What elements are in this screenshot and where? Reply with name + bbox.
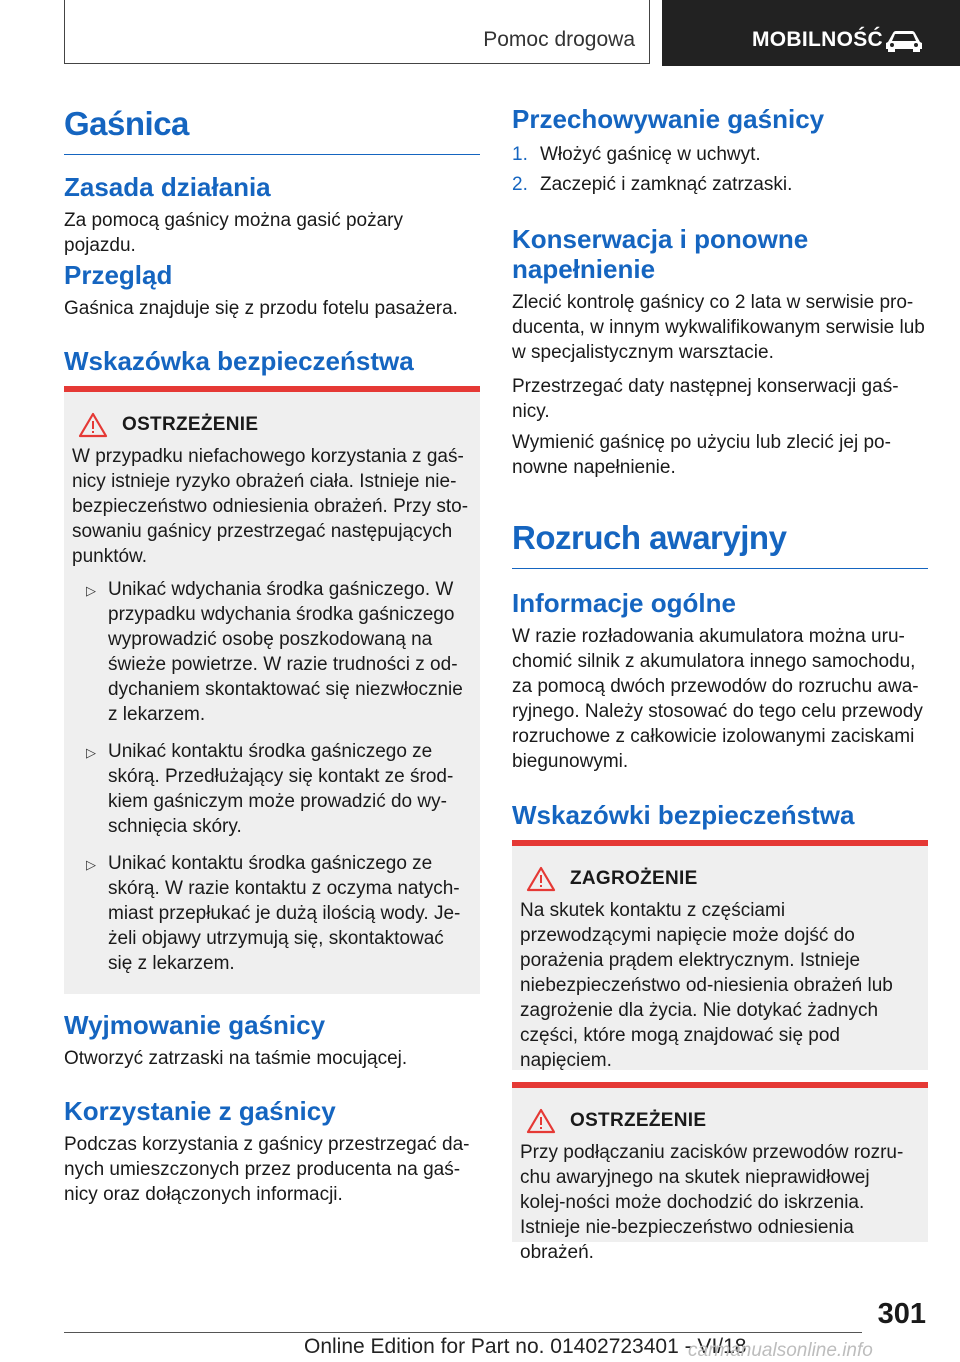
arrow-right-icon: ▷ — [86, 857, 96, 872]
warning-triangle-icon — [526, 866, 556, 892]
footer-edition: Online Edition for Part no. 01402723401 - VI/18 — [304, 1335, 747, 1358]
general-text: W razie rozładowania akumulatora można uru-chomić silnik z akumulatora innego samochodu, za pomocą dwóch przewodów do rozruchu awa-ryjnego. Należy stosować do tego celu przewody rozruchowe z całkowicie izolowanymi zaciskami biegunowymi. — [512, 626, 923, 772]
warning-bullets — [72, 577, 470, 976]
usage-text: Podczas korzystania z gaśnicy przestrzegać da-nych umieszczonych przez producenta na gaś-nicy oraz dołączonych informacji. — [64, 1134, 470, 1205]
warning-title: OSTRZEŻENIE — [122, 414, 259, 435]
heading-principle: Zasada działania — [64, 172, 271, 202]
list-item: 1. Włożyć gaśnicę w uchwyt. — [512, 144, 761, 165]
page-number: 301 — [877, 1298, 926, 1330]
watermark: carmanualsonline.info — [688, 1340, 873, 1361]
storage-steps — [512, 140, 928, 200]
danger-title: ZAGROŻENIE — [570, 868, 698, 889]
section-tab — [64, 0, 650, 64]
warning-title-2: OSTRZEŻENIE — [570, 1110, 707, 1131]
danger-text: Na skutek kontaktu z częściami przewodzącymi napięcie może dojść do porażenia prądem elektrycznym. Istnieje niebezpieczeństwo od-niesienia obrażeń lub zagrożenie dla życia. Nie dotykać żadnych części, które mogą znajdować się pod napięciem. — [520, 900, 893, 1071]
warning-header — [72, 412, 470, 438]
heading-safety-right: Wskazówki bezpieczeństwa — [512, 800, 855, 830]
list-item: ▷ Unikać kontaktu środka gaśniczego ze skórą. Przedłużający się kontakt ze środ-kiem gaśniczym może prowadzić do wy-schnięcia skóry. — [86, 741, 454, 837]
removal-text: Otworzyć zatrzaski na taśmie mocującej. — [64, 1048, 408, 1069]
chapter-title: MOBILNOŚĆ — [752, 28, 884, 51]
heading-safety: Wskazówka bezpieczeństwa — [64, 346, 414, 376]
page-title: Gaśnica — [64, 104, 480, 155]
warning-header-2 — [520, 1108, 918, 1134]
heading-general: Informacje ogólne — [512, 588, 736, 618]
arrow-right-icon: ▷ — [86, 583, 96, 598]
list-item: ▷ Unikać kontaktu środka gaśniczego ze skórą. W razie kontaktu z oczyma natych-miast przepłukać je dużą ilością wody. Je-żeli objawy utrzymują się, skontaktować się z lekarzem. — [86, 853, 461, 974]
danger-header — [520, 866, 918, 892]
maintenance-text-3: Wymienić gaśnicę po użyciu lub zlecić jej po-nowne napełnienie. — [512, 432, 891, 478]
danger-box — [512, 840, 928, 1070]
heading-maintenance: Konserwacja i ponowne napełnienie — [512, 224, 809, 284]
heading-overview: Przegląd — [64, 260, 173, 290]
maintenance-text-2: Przestrzegać daty następnej konserwacji gaś-nicy. — [512, 376, 899, 422]
section-title: Pomoc drogowa — [483, 28, 635, 51]
warning-triangle-icon — [78, 412, 108, 438]
warning-box — [64, 386, 480, 994]
list-item: 2. Zaczepić i zamknąć zatrzaski. — [512, 174, 793, 195]
arrow-right-icon: ▷ — [86, 745, 96, 760]
list-item: ▷ Unikać wdychania środka gaśniczego. W przypadku wdychania środka gaśniczego wyprowadzić osobę poszkodowaną na świeże powietrze. W razie trudności z od-dychaniem skontaktować się niezwłocznie z lekarzem. — [86, 579, 463, 725]
principle-text: Za pomocą gaśnicy można gasić pożary pojazdu. — [64, 210, 403, 256]
warning-text: W przypadku niefachowego korzystania z gaś-nicy istnieje ryzyko obrażeń ciała. Istnieje nie-bezpieczeństwo odniesienia obrażeń. Przy sto-sowaniu gaśnicy przestrzegać następujących punktów. — [72, 446, 469, 567]
footer-divider — [64, 1332, 862, 1333]
section-title-jump-start: Rozruch awaryjny — [512, 518, 928, 569]
heading-removal: Wyjmowanie gaśnicy — [64, 1010, 326, 1040]
page-header — [0, 0, 960, 66]
maintenance-text-1: Zlecić kontrolę gaśnicy co 2 lata w serwisie pro-ducenta, w innym wykwalifikowanym serwisie lub w specjalistycznym warsztacie. — [512, 292, 925, 363]
warning-triangle-icon — [526, 1108, 556, 1134]
overview-text: Gaśnica znajduje się z przodu fotelu pasażera. — [64, 298, 458, 319]
heading-storage: Przechowywanie gaśnicy — [512, 104, 825, 134]
car-icon — [884, 30, 924, 52]
warning-text-2: Przy podłączaniu zacisków przewodów rozru-chu awaryjnego na skutek nieprawidłowej kolej-ności może dochodzić do iskrzenia. Istnieje nie-bezpieczeństwo odniesienia obrażeń. — [520, 1142, 904, 1263]
heading-usage: Korzystanie z gaśnicy — [64, 1096, 336, 1126]
warning-box-2 — [512, 1082, 928, 1263]
